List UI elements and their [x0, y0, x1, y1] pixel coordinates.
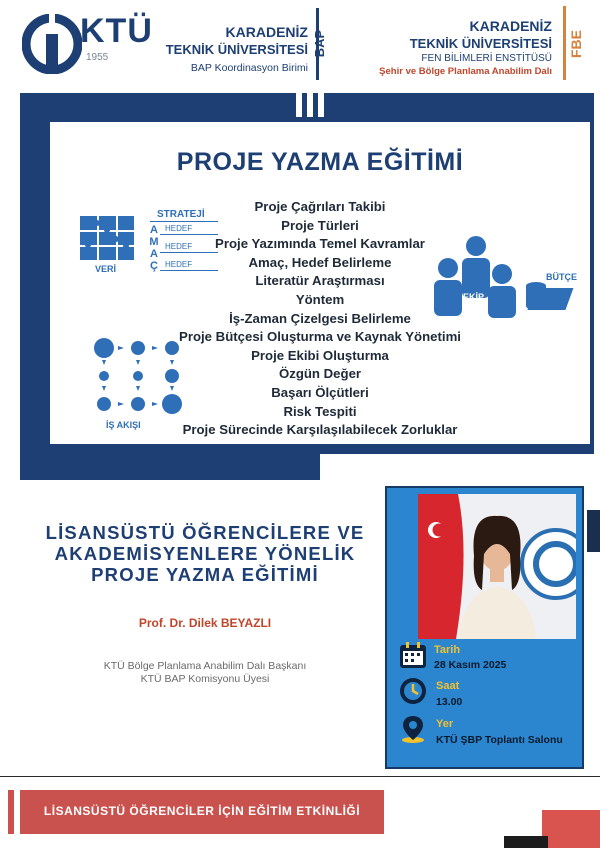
- footer-banner-text: LİSANSÜSTÜ ÖĞRENCİLER İÇİN EĞİTİM ETKİNLİĞİ: [43, 804, 361, 818]
- event-title: LİSANSÜSTÜ ÖĞRENCİLERE VE AKADEMİSYENLERE YÖNELİK PROJE YAZMA EĞİTİMİ: [45, 522, 365, 585]
- hedef-label: HEDEF: [165, 224, 193, 233]
- frame-bar: [313, 93, 318, 117]
- budget-label: BÜTÇE: [546, 272, 577, 282]
- footer-separator: [0, 776, 600, 777]
- corner-decoration: [542, 810, 600, 848]
- topic-item: Yöntem: [295, 291, 345, 307]
- place-value: KTÜ ŞBP Toplantı Salonu: [436, 734, 563, 746]
- topic-item: Literatür Araştırması: [255, 273, 385, 289]
- hedef-line: [160, 270, 218, 271]
- header-right-line3: FEN BİLİMLERİ ENSTİTÜSÜ: [421, 53, 552, 64]
- topic-item: Özgün Değer: [278, 366, 362, 382]
- speaker-name: Prof. Dr. Dilek BEYAZLI: [138, 616, 272, 630]
- topic-item: Proje Yazımında Temel Kavramlar: [215, 236, 425, 252]
- header-left-line3: BAP Koordinasyon Birimi: [190, 62, 308, 74]
- topic-item: Proje Sürecinde Karşılaşılabilecek Zorluklar: [182, 422, 458, 438]
- puzzle-icon: [78, 214, 136, 262]
- decorative-bar: [587, 510, 600, 552]
- ktu-logo-icon: [22, 14, 82, 74]
- fbe-vertical-label: FBE: [568, 30, 584, 58]
- date-label: Tarih: [434, 644, 461, 656]
- time-label: Saat: [436, 680, 460, 692]
- team-icon: [430, 234, 530, 320]
- team-label: EKİP: [463, 292, 485, 302]
- header-right-line4: Şehir ve Bölge Planlama Anabilim Dalı: [379, 66, 552, 77]
- hedef-line: [160, 252, 218, 253]
- header-divider-orange: [563, 6, 566, 80]
- topic-item: İş-Zaman Çizelgesi Belirleme: [229, 310, 411, 326]
- ktu-year: 1955: [86, 52, 109, 63]
- frame-cutout: [320, 454, 594, 480]
- hedef-label: HEDEF: [165, 242, 193, 251]
- speaker-photo: [418, 494, 576, 639]
- workflow-icon: [90, 338, 190, 418]
- strategy-underline: [150, 221, 218, 222]
- calendar-icon: [398, 640, 428, 670]
- place-label: Yer: [436, 718, 454, 730]
- topic-item: Proje Ekibi Oluşturma: [251, 347, 389, 363]
- hedef-line: [160, 234, 218, 235]
- topic-item: Proje Türleri: [281, 217, 359, 233]
- clock-icon: [398, 676, 428, 706]
- veri-label: VERİ: [95, 264, 117, 274]
- corner-decoration: [504, 836, 548, 848]
- ktu-logo-text: KTÜ: [80, 12, 153, 50]
- amac-vertical-label: A M A Ç: [149, 224, 159, 272]
- frame-gap: [296, 93, 324, 117]
- strategy-label: STRATEJİ: [157, 209, 205, 220]
- header-left-line1: KARADENİZ: [225, 24, 308, 40]
- topic-item: Risk Tespiti: [283, 403, 357, 419]
- frame-bar: [302, 93, 307, 117]
- speaker-role: KTÜ Bölge Planlama Anabilim Dalı Başkanı: [103, 660, 307, 672]
- speaker-role: KTÜ BAP Komisyonu Üyesi: [140, 673, 270, 685]
- workflow-label: İŞ AKIŞI: [106, 420, 141, 430]
- date-value: 28 Kasım 2025: [434, 659, 507, 671]
- banner-accent: [8, 790, 14, 834]
- hedef-label: HEDEF: [165, 260, 193, 269]
- header-right-line1: KARADENİZ: [469, 18, 552, 34]
- topic-item: Proje Bütçesi Oluşturma ve Kaynak Yönetimi: [179, 329, 461, 345]
- card-title: PROJE YAZMA EĞİTİMİ: [176, 148, 464, 176]
- time-value: 13.00: [436, 696, 463, 708]
- header-left-line2: TEKNİK ÜNİVERSİTESİ: [165, 42, 308, 57]
- topic-item: Başarı Ölçütleri: [271, 384, 369, 400]
- topic-item: Proje Çağrıları Takibi: [254, 199, 386, 214]
- location-pin-icon: [398, 714, 428, 744]
- bap-vertical-label: BAP: [312, 29, 328, 58]
- topic-item: Amaç, Hedef Belirleme: [248, 254, 392, 270]
- header-right-line2: TEKNİK ÜNİVERSİTESİ: [409, 36, 552, 51]
